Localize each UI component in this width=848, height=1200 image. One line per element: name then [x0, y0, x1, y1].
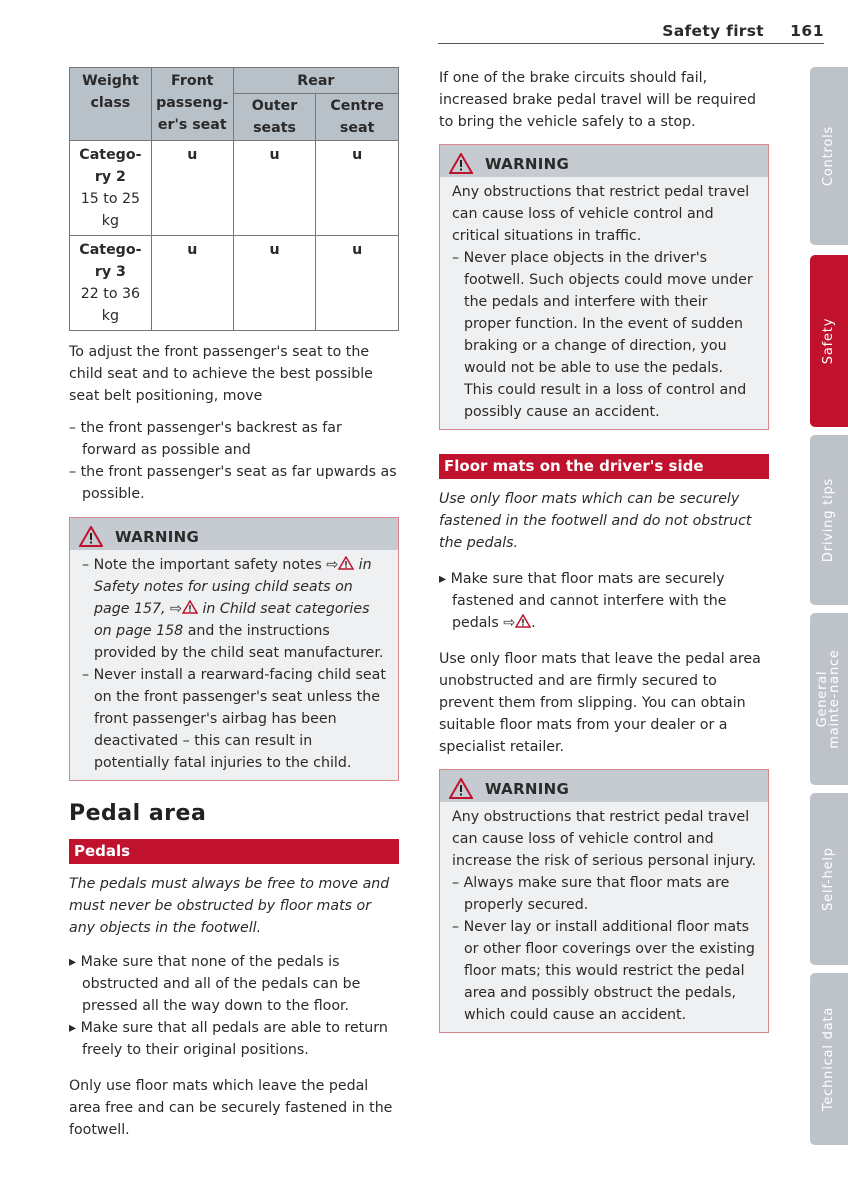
tab-label: Controls — [821, 125, 836, 187]
warning-box — [439, 144, 769, 430]
adjust-item: – the front passenger's seat as far upwards as possible. — [69, 464, 397, 502]
pedals-item: ▸ Make sure that all pedals are able to return freely to their original positions. — [69, 1020, 388, 1058]
warning-item: – Never lay or install additional floor mats or other floor coverings over the existing floor mats; this would restrict the pedal area and possibly obstruct the pedals, which could cause an accident. — [452, 919, 755, 1023]
warning-item — [82, 554, 386, 664]
th-front-seat: Front passeng-er's seat — [151, 68, 233, 141]
floor-item — [439, 568, 769, 634]
tab-general-maintenance[interactable] — [810, 613, 848, 785]
subsection-bar-floor-mats: Floor mats on the driver's side — [439, 454, 769, 479]
tab-label: Self-help — [821, 847, 836, 911]
pedals-intro: The pedals must always be free to move and must never be obstructed by floor mats or any objects in the footwell. — [69, 876, 390, 936]
weight-range: 22 to 36 kg — [80, 286, 141, 324]
row-category-cell — [70, 141, 152, 236]
pedals-item: ▸ Make sure that none of the pedals is obstructed and all of the pedals can be pressed all the way down to the floor. — [69, 954, 361, 1014]
warning-triangle-icon — [79, 526, 103, 547]
row-category-cell — [70, 236, 152, 331]
warning-ref-icon[interactable] — [515, 614, 531, 628]
page-header — [438, 18, 824, 44]
tab-safety[interactable] — [810, 255, 848, 427]
warning-intro: Any obstructions that restrict pedal travel can cause loss of vehicle control and critical situations in traffic. — [452, 184, 750, 244]
weight-range: 15 to 25 kg — [80, 191, 141, 229]
subsection-bar-pedals: Pedals — [69, 839, 399, 864]
warning-box — [439, 769, 769, 1033]
section-title: Pedal area — [69, 801, 207, 826]
brake-text: If one of the brake circuits should fail, increased brake pedal travel will be required to bring the vehicle safely to a stop. — [439, 70, 756, 130]
warning-body — [440, 177, 768, 429]
left-column — [69, 67, 399, 1141]
th-outer-seats: Outer seats — [233, 94, 316, 141]
warning-link-child-seat-categories[interactable]: in Child seat categories on page 158 — [94, 601, 370, 639]
cell-front: u — [151, 141, 233, 236]
cell-outer: u — [233, 236, 316, 331]
tab-technical-data[interactable] — [810, 973, 848, 1145]
tab-label: Driving tips — [821, 477, 836, 563]
tab-self-help[interactable] — [810, 793, 848, 965]
warning-header — [440, 145, 768, 177]
th-centre-seat: Centre seat — [316, 94, 399, 141]
warning-item: – Never place objects in the driver's footwell. Such objects could move under the pedals and interfere with their proper function. In the event of sudden braking or a change of direction, you would not be able to use the pedals. This could result in a loss of control and possibly cause an accident. — [452, 250, 753, 420]
warning-link-safety-notes[interactable]: in Safety notes for using child seats on page 157, — [94, 557, 372, 617]
floor-mats-note: Only use floor mats which leave the pedal area free and can be securely fastened in the footwell. — [69, 1078, 393, 1138]
adjust-intro: To adjust the front passenger's seat to the child seat and to achieve the best possible seat belt positioning, move — [69, 344, 373, 404]
cell-outer: u — [233, 141, 316, 236]
warning-ref-icon[interactable] — [338, 556, 354, 570]
page-number: 161 — [790, 22, 824, 40]
th-rear: Rear — [233, 68, 398, 94]
warning-title: WARNING — [485, 779, 570, 798]
child-seat-table — [69, 67, 399, 331]
right-column — [439, 67, 769, 1033]
warning-title: WARNING — [485, 154, 570, 173]
warning-ref-icon[interactable] — [182, 600, 198, 614]
page-title: Safety first — [662, 22, 764, 40]
warning-text: and the instructions provided by the child seat manufacturer. — [94, 623, 384, 661]
tab-label: Technical data — [821, 1006, 836, 1112]
floor-para: Use only floor mats that leave the pedal area unobstructed and are firmly secured to prevent them from slipping. You can obtain suitable floor mats from your dealer or a specialist retailer. — [439, 651, 761, 755]
warning-item: – Never install a rearward-facing child seat on the front passenger's seat unless the front passenger's airbag has been deactivated – this can result in potentially fatal injuries to the child. — [82, 667, 386, 771]
warning-header — [440, 770, 768, 802]
floor-intro: Use only floor mats which can be securely fastened in the footwell and do not obstruct the pedals. — [439, 491, 752, 551]
warning-title: WARNING — [115, 527, 200, 546]
warning-box — [69, 517, 399, 781]
warning-text: ⇨ — [165, 601, 182, 617]
cell-centre: u — [316, 236, 399, 331]
warning-text: – Note the important safety notes ⇨ — [82, 557, 339, 573]
tab-controls[interactable] — [810, 67, 848, 245]
tab-driving-tips[interactable] — [810, 435, 848, 605]
category-label: Catego-ry 2 — [79, 147, 142, 185]
warning-triangle-icon — [449, 778, 473, 799]
warning-body — [70, 550, 398, 780]
floor-item-text: ▸ Make sure that floor mats are securely fastened and cannot interfere with the pedals ⇨ — [439, 571, 727, 631]
warning-body — [440, 802, 768, 1032]
table-row — [70, 141, 399, 236]
warning-triangle-icon — [449, 153, 473, 174]
adjust-item: – the front passenger's backrest as far forward as possible and — [69, 420, 342, 458]
category-label: Catego-ry 3 — [79, 242, 142, 280]
th-weight-class: Weight class — [70, 68, 152, 141]
warning-header — [70, 518, 398, 550]
warning-intro: Any obstructions that restrict pedal travel can cause loss of vehicle control and increase the risk of serious personal injury. — [452, 809, 757, 869]
cell-centre: u — [316, 141, 399, 236]
warning-item: – Always make sure that floor mats are properly secured. — [452, 875, 730, 913]
floor-item-end: . — [531, 615, 536, 631]
tab-label: General mainte-nance — [815, 649, 842, 749]
cell-front: u — [151, 236, 233, 331]
table-row — [70, 236, 399, 331]
tab-label: Safety — [821, 317, 836, 365]
